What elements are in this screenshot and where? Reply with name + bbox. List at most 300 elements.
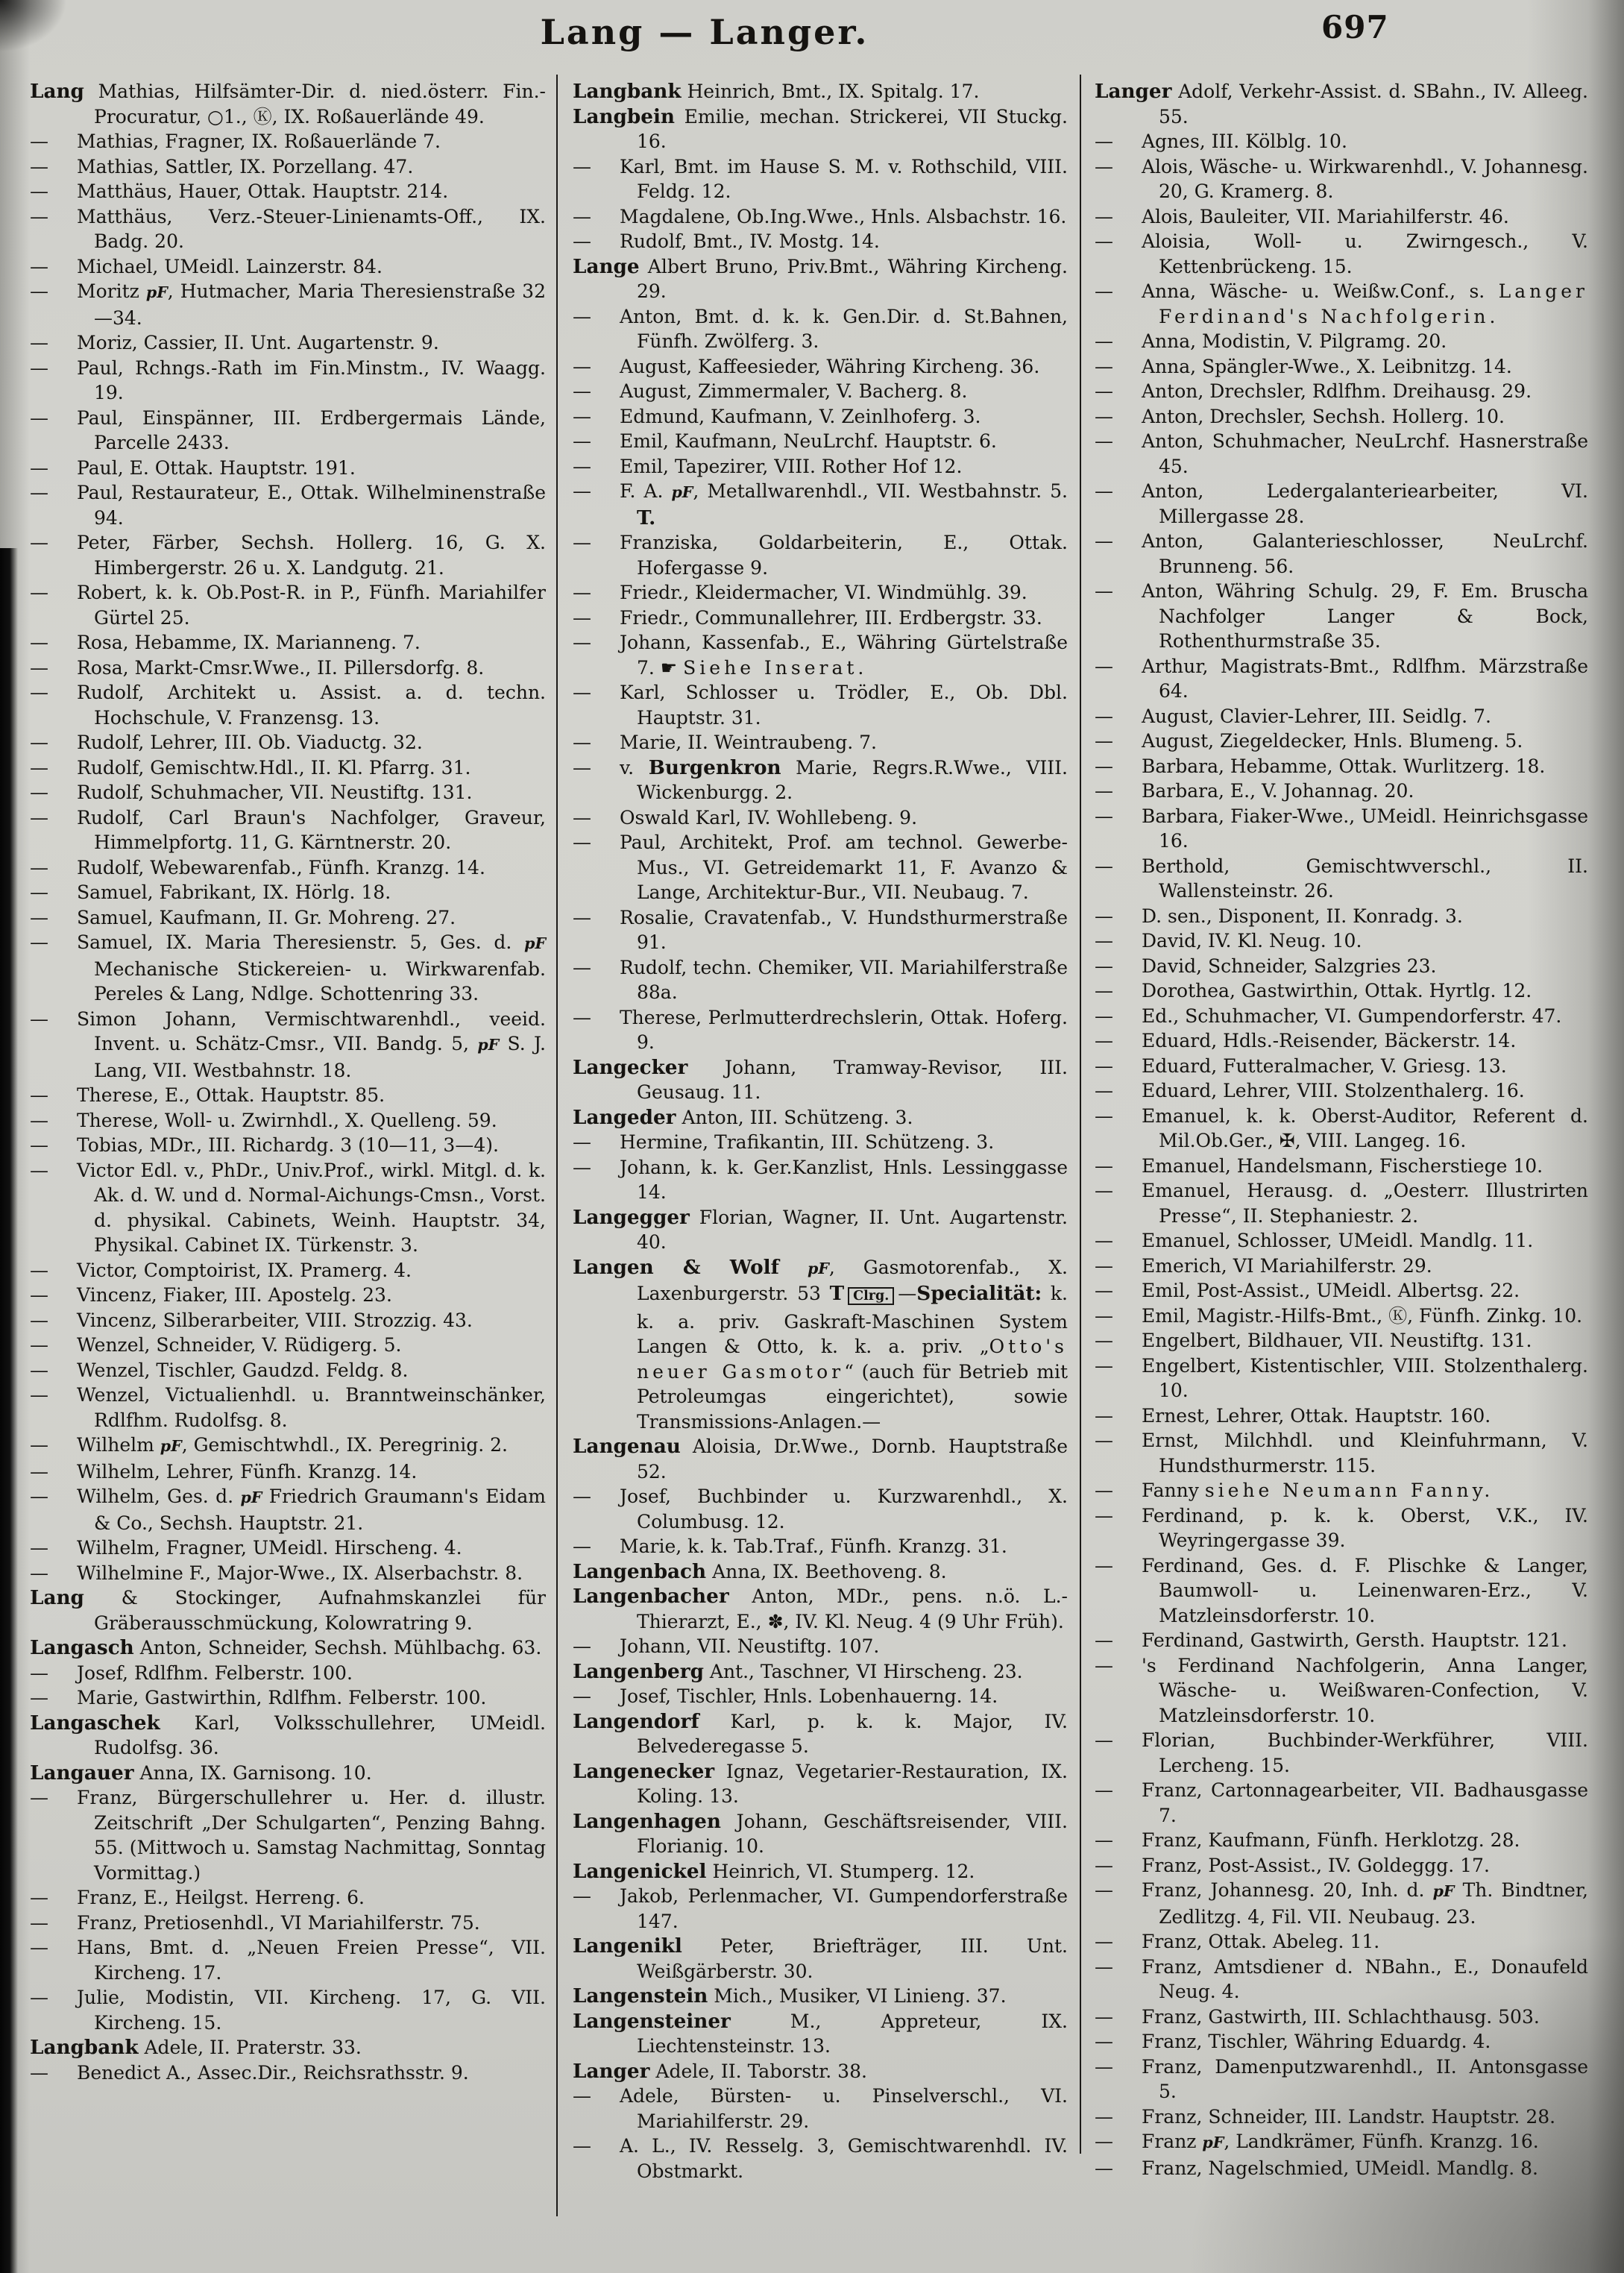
- entry-text: Franz, Amtsdiener d. NBahn., E., Donaufeld Neug. 4.: [1142, 1955, 1588, 2002]
- entry-text: Moriz, Cassier, II. Unt. Augartenstr. 9.: [77, 332, 439, 353]
- entry-text: Josef, Rdlfhm. Felberstr. 100.: [77, 1661, 353, 1684]
- directory-entry: [30, 730, 546, 755]
- directory-entry: [1095, 204, 1588, 230]
- entry-text: Rudolf, techn. Chemiker, VII. Mariahilferstraße 88a.: [620, 956, 1068, 1003]
- repeat-dash: —: [1095, 2131, 1113, 2152]
- directory-entry: [573, 104, 1068, 154]
- repeat-dash: —: [573, 2135, 591, 2157]
- directory-entry: [573, 1684, 1068, 1709]
- repeat-dash: —: [30, 1384, 48, 1406]
- directory-entry: [30, 1711, 546, 1761]
- repeat-dash: —: [30, 1987, 48, 2008]
- directory-entry: [30, 1484, 546, 1535]
- entry-text: Mathias, Hilfsämter-Dir. d. nied.österr. Fin.-Procuratur, ○1., Ⓚ, IX. Roßauerlände 49.: [84, 81, 546, 128]
- directory-entry: [1095, 978, 1588, 1004]
- directory-entry: [573, 1809, 1068, 1859]
- entry-headword: Lange: [573, 254, 640, 278]
- entry-text: Samuel, Kaufmann, II. Gr. Mohreng. 27.: [77, 906, 456, 928]
- directory-entry: [30, 406, 546, 456]
- entry-headword: Langen & Wolf: [573, 1255, 779, 1279]
- repeat-dash: —: [1095, 2105, 1113, 2128]
- entry-text: Johann, VII. Neustiftg. 107.: [620, 1635, 880, 1657]
- directory-entry: [30, 530, 546, 580]
- entry-text: k. k. a. priv. Gaskraft-Maschinen System Langen & Otto, k. k. a. priv. „: [637, 1283, 1068, 1357]
- entry-text: Friedr., Kleidermacher, VI. Windmühlg. 39.: [620, 582, 1027, 603]
- directory-entry: [573, 1584, 1068, 1634]
- entry-text: Dorothea, Gastwirthin, Ottak. Hyrtlg. 12.: [1142, 980, 1532, 1002]
- directory-entry: [573, 304, 1068, 354]
- repeat-dash: —: [573, 906, 591, 928]
- repeat-dash: —: [1095, 530, 1113, 552]
- repeat-dash: —: [1095, 1030, 1113, 1051]
- entry-text: Anna, Spängler-Wwe., X. Leibnitzg. 14.: [1142, 355, 1512, 377]
- directory-entry: [573, 154, 1068, 204]
- entry-text: Heinrich, Bmt., IX. Spitalg. 17.: [681, 81, 980, 102]
- repeat-dash: —: [1095, 955, 1113, 977]
- directory-entry: [573, 606, 1068, 631]
- directory-entry: [573, 530, 1068, 580]
- entry-text: Simon Johann, Vermischtwarenhdl., veeid. Invent. u. Schätz-Cmsr., VII. Bandg. 5,: [77, 1007, 546, 1054]
- entry-text: Wilhelm, Lehrer, Fünfh. Kranzg. 14.: [77, 1460, 418, 1483]
- directory-entry: [1095, 2129, 1588, 2156]
- entry-headword: Specialität:: [916, 1282, 1042, 1305]
- entry-text: Franz, Tischler, Währing Eduardg. 4.: [1142, 2031, 1491, 2052]
- entry-text: & Stockinger, Aufnahmskanzlei für Gräberausschmückung, Kolowratring 9.: [84, 1587, 546, 1634]
- directory-entry: [30, 356, 546, 406]
- directory-entry: [30, 1535, 546, 1561]
- directory-entry: [30, 880, 546, 905]
- entry-text: Emanuel, Schlosser, UMeidl. Mandlg. 11.: [1142, 1230, 1534, 1251]
- entry-text: D. sen., Disponent, II. Konradg. 3.: [1142, 905, 1463, 927]
- directory-entry: [1095, 1428, 1588, 1478]
- repeat-dash: —: [30, 255, 48, 277]
- entry-text: Emanuel, Herausg. d. „Oesterr. Illustrirten Presse“, II. Stephaniestr. 2.: [1142, 1180, 1588, 1227]
- directory-entry: [1095, 154, 1588, 204]
- book-binding-shadow: [0, 548, 18, 2273]
- repeat-dash: —: [1095, 131, 1113, 152]
- directory-entry: [1095, 1878, 1588, 1929]
- repeat-dash: —: [1095, 1729, 1113, 1751]
- repeat-dash: —: [1095, 1330, 1113, 1351]
- entry-text: Friedr., Communallehrer, III. Erdbergstr. 33.: [620, 606, 1042, 629]
- entry-headword: Langenhagen: [573, 1809, 721, 1833]
- repeat-dash: —: [30, 482, 48, 503]
- repeat-dash: —: [30, 756, 48, 779]
- repeat-dash: —: [1095, 1504, 1113, 1527]
- entry-text: Rudolf, Lehrer, III. Ob. Viaductg. 32.: [77, 732, 423, 753]
- entry-text: Wilhelm, Fragner, UMeidl. Hirscheng. 4.: [77, 1537, 462, 1559]
- entry-headword: Langenbacher: [573, 1585, 729, 1608]
- entry-text: Anton, Drechsler, Rdlfhm. Dreihausg. 29.: [1142, 380, 1532, 402]
- repeat-dash: —: [30, 1309, 48, 1331]
- directory-entry: [30, 330, 546, 356]
- directory-entry: [573, 955, 1068, 1005]
- directory-entry: [1095, 79, 1588, 129]
- repeat-dash: —: [573, 1156, 591, 1178]
- repeat-dash: —: [1095, 805, 1113, 827]
- repeat-dash: —: [1095, 280, 1113, 302]
- directory-entry: [573, 1634, 1068, 1659]
- directory-entry: [1095, 1403, 1588, 1429]
- registered-firm-mark: pF: [240, 1488, 262, 1506]
- entry-headword: Langaschek: [30, 1711, 160, 1735]
- repeat-dash: —: [30, 1434, 48, 1456]
- entry-text: Emerich, VI Mariahilferstr. 29.: [1142, 1254, 1432, 1277]
- entry-text: August, Zimmermaler, V. Bacherg. 8.: [620, 380, 968, 402]
- entry-text: Barbara, Fiaker-Wwe., UMeidl. Heinrichsgasse 16.: [1142, 805, 1588, 852]
- repeat-dash: —: [573, 632, 591, 653]
- repeat-dash: —: [1095, 480, 1113, 502]
- entry-headword: Langer: [1095, 80, 1172, 103]
- directory-column-3: [1095, 79, 1588, 2181]
- directory-entry: [1095, 1778, 1588, 1828]
- entry-headword: Langendorf: [573, 1709, 699, 1733]
- entry-text: Albert Bruno, Priv.Bmt., Währing Kircheng. 29.: [637, 255, 1068, 302]
- entry-text: v.: [620, 756, 649, 779]
- entry-text: Adele, Bürsten- u. Pinselverschl., VI. Mariahilferstr. 29.: [620, 2085, 1068, 2132]
- directory-entry: [1095, 928, 1588, 954]
- repeat-dash: —: [30, 356, 48, 379]
- entry-text: Tobias, MDr., III. Richardg. 3 (10—11, 3—4).: [77, 1134, 499, 1156]
- repeat-dash: —: [1095, 2157, 1113, 2179]
- repeat-dash: —: [1095, 1054, 1113, 1077]
- directory-entry: [1095, 1828, 1588, 1853]
- repeat-dash: —: [573, 1685, 591, 1707]
- directory-entry: [1095, 329, 1588, 354]
- directory-entry: [1095, 579, 1588, 654]
- repeat-dash: —: [1095, 1554, 1113, 1576]
- repeat-dash: —: [30, 1937, 48, 1958]
- entry-text: Franz, Damenputzwarenhdl., II. Antonsgasse 5.: [1142, 2055, 1588, 2102]
- entry-text: Karl, Schlosser u. Trödler, E., Ob. Dbl. Hauptstr. 31.: [620, 682, 1068, 729]
- directory-entry: [573, 454, 1068, 480]
- entry-headword: Langenikl: [573, 1934, 682, 1958]
- directory-entry: [1095, 2156, 1588, 2181]
- entry-text: Ignaz, Vegetarier-Restauration, IX. Koling. 13.: [637, 1760, 1068, 1807]
- entry-text: Ferdinand, Ges. d. F. Plischke & Langer, Baumwoll- u. Leinenwaren-Erz., V. Matzleinsdorferstr. 10.: [1142, 1554, 1588, 1626]
- directory-entry: [30, 2035, 546, 2060]
- entry-text: Rosa, Hebamme, IX. Marianneng. 7.: [77, 632, 421, 653]
- letterspaced-text: Siehe Inserat.: [683, 656, 868, 679]
- registered-firm-mark: pF: [671, 483, 693, 501]
- entry-text: Michael, UMeidl. Lainzerstr. 84.: [77, 255, 383, 277]
- directory-entry: [30, 680, 546, 730]
- directory-entry: [30, 1761, 546, 1786]
- repeat-dash: —: [573, 1535, 591, 1557]
- directory-entry: [573, 254, 1068, 304]
- repeat-dash: —: [30, 1007, 48, 1030]
- repeat-dash: —: [573, 455, 591, 477]
- repeat-dash: —: [30, 1486, 48, 1507]
- repeat-dash: —: [1095, 705, 1113, 727]
- directory-entry: [573, 1005, 1068, 1055]
- registered-firm-mark: pF: [477, 1036, 500, 1054]
- directory-entry: [30, 204, 546, 254]
- directory-entry: [30, 1433, 546, 1459]
- directory-entry: [30, 2060, 546, 2086]
- entry-text: Emanuel, Handelsmann, Fischerstiege 10.: [1142, 1154, 1543, 1177]
- repeat-dash: —: [1095, 1629, 1113, 1651]
- entry-text: Rosa, Markt-Cmsr.Wwe., II. Pillersdorfg. 8.: [77, 656, 485, 679]
- entry-text: Anton, Drechsler, Sechsh. Hollerg. 10.: [1142, 405, 1505, 427]
- repeat-dash: —: [573, 155, 591, 177]
- entry-text: 's Ferdinand Nachfolgerin, Anna Langer, Wäsche- u. Weißwaren-Confection, V. Matzleinsdorferstr. 10.: [1142, 1654, 1588, 1726]
- entry-text: Florian, Wagner, II. Unt. Augartenstr. 40.: [637, 1206, 1068, 1253]
- directory-entry: [573, 2059, 1068, 2084]
- entry-headword: Lang: [30, 1586, 84, 1609]
- directory-entry: [1095, 279, 1588, 329]
- directory-entry: [573, 229, 1068, 254]
- directory-entry: [1095, 1478, 1588, 1503]
- directory-entry: [1095, 1628, 1588, 1653]
- entry-text: Friedrich Graumann's Eidam & Co., Sechsh. Hauptstr. 21.: [94, 1486, 546, 1534]
- telephone-exchange-box: Clrg.: [848, 1287, 894, 1305]
- repeat-dash: —: [1095, 580, 1113, 602]
- directory-entry: [1095, 1054, 1588, 1079]
- entry-text: , Gasmotorenfab., X. Laxenburgerstr. 53: [637, 1256, 1068, 1304]
- repeat-dash: —: [573, 532, 591, 553]
- entry-headword: Langensteiner: [573, 2009, 731, 2033]
- entry-text: Franz, Kaufmann, Fünfh. Herklotzg. 28.: [1142, 1829, 1520, 1851]
- directory-entry: [30, 1635, 546, 1661]
- entry-text: Emilie, mechan. Strickerei, VII Stuckg. 16.: [637, 105, 1068, 152]
- scan-corner-smudge: [0, 0, 67, 52]
- entry-text: Franz, Post-Assist., IV. Goldeggg. 17.: [1142, 1854, 1490, 1876]
- entry-text: Magdalene, Ob.Ing.Wwe., Hnls. Alsbachstr. 16.: [620, 205, 1067, 227]
- entry-text: F. A.: [620, 480, 672, 502]
- entry-text: , Gemischtwhdl., IX. Peregrinig. 2.: [181, 1434, 508, 1456]
- entry-text: Hans, Bmt. d. „Neuen Freien Presse“, VII. Kircheng. 17.: [77, 1937, 546, 1984]
- entry-text: Victor, Comptoirist, IX. Pramerg. 4.: [77, 1259, 412, 1281]
- directory-entry: [573, 905, 1068, 955]
- repeat-dash: —: [30, 1460, 48, 1483]
- directory-entry: [30, 1885, 546, 1911]
- entry-text: Ferdinand, Gastwirth, Gersth. Hauptstr. 121.: [1142, 1629, 1567, 1651]
- directory-entry: [30, 905, 546, 931]
- repeat-dash: —: [30, 1562, 48, 1584]
- entry-headword: T.: [637, 506, 656, 529]
- repeat-dash: —: [30, 1911, 48, 1934]
- entry-headword: Langenstein: [573, 1984, 708, 2008]
- entry-text: Benedict A., Assec.Dir., Reichsrathsstr. 9.: [77, 2061, 469, 2084]
- entry-text: M., Appreteur, IX. Liechtensteinstr. 13.: [637, 2010, 1068, 2057]
- entry-text: Barbara, Hebamme, Ottak. Wurlitzerg. 18.: [1142, 755, 1546, 777]
- directory-entry: [573, 2009, 1068, 2059]
- repeat-dash: —: [30, 1687, 48, 1708]
- entry-text: Fanny: [1142, 1480, 1205, 1501]
- entry-text: Emil, Tapezirer, VIII. Rother Hof 12.: [620, 455, 963, 477]
- directory-entry: [573, 1155, 1068, 1205]
- repeat-dash: —: [573, 1635, 591, 1657]
- directory-column-1: [30, 79, 546, 2085]
- directory-entry: [30, 480, 546, 530]
- directory-entry: [1095, 1178, 1588, 1228]
- entry-text: Anton, Schneider, Sechsh. Mühlbachg. 63.: [133, 1637, 542, 1659]
- repeat-dash: —: [1095, 1154, 1113, 1177]
- directory-entry: [30, 755, 546, 781]
- directory-entry: [30, 1911, 546, 1936]
- entry-text: August, Kaffeesieder, Währing Kircheng. 36.: [620, 355, 1040, 377]
- directory-entry: [30, 254, 546, 280]
- directory-entry: [573, 404, 1068, 430]
- directory-entry: [573, 1434, 1068, 1484]
- entry-text: Mathias, Sattler, IX. Porzellang. 47.: [77, 155, 414, 177]
- entry-text: Arthur, Magistrats-Bmt., Rdlfhm. Märzstraße 64.: [1142, 655, 1588, 702]
- entry-text: Aloisia, Dr.Wwe., Dornb. Hauptstraße 52.: [637, 1436, 1068, 1483]
- repeat-dash: —: [30, 1159, 48, 1181]
- entry-text: Wilhelmine F., Major-Wwe., IX. Alserbachstr. 8.: [77, 1562, 523, 1584]
- repeat-dash: —: [30, 906, 48, 928]
- repeat-dash: —: [573, 1885, 591, 1907]
- directory-entry: [30, 1561, 546, 1586]
- entry-text: Peter, Färber, Sechsh. Hollerg. 16, G. X. Himbergerstr. 26 u. X. Landgutg. 21.: [77, 532, 546, 579]
- directory-entry: [573, 805, 1068, 831]
- entry-text: Wenzel, Victualienhdl. u. Branntweinschänker, Rdlfhm. Rudolfsg. 8.: [77, 1384, 546, 1431]
- repeat-dash: —: [1095, 905, 1113, 927]
- entry-text: Anton, III. Schützeng. 3.: [676, 1106, 913, 1128]
- directory-entry: [573, 379, 1068, 404]
- entry-text: —: [898, 1283, 917, 1304]
- entry-text: Victor Edl. v., PhDr., Univ.Prof., wirkl. Mitgl. d. k. Ak. d. W. und d. Normal-Aichungs-Cmsn., Vorst. d. physikal. Cabinets, Weinh. Hauptstr. 34, Physikal. Cabinet IX. Türkenstr. 3.: [77, 1159, 546, 1256]
- entry-text: Anton, MDr., pens. n.ö. L.-Thierarzt, E., ✽, IV. Kl. Neug. 4 (9 Uhr Früh).: [637, 1585, 1068, 1632]
- entry-text: Anna, Wäsche- u. Weißw.Conf., s.: [1142, 280, 1499, 302]
- entry-text: Wenzel, Tischler, Gaudzd. Feldg. 8.: [77, 1359, 409, 1381]
- repeat-dash: —: [1095, 855, 1113, 877]
- entry-text: Anton, Ledergalanteriearbeiter, VI. Millergasse 28.: [1142, 480, 1588, 527]
- directory-entry: [1095, 704, 1588, 729]
- directory-entry: [30, 1459, 546, 1485]
- directory-entry: [1095, 1328, 1588, 1354]
- repeat-dash: —: [30, 406, 48, 429]
- entry-headword: T: [829, 1282, 845, 1305]
- directory-entry: [30, 1935, 546, 1985]
- directory-entry: [573, 1934, 1068, 1984]
- entry-headword: Langenbach: [573, 1559, 707, 1583]
- repeat-dash: —: [573, 831, 591, 853]
- repeat-dash: —: [573, 682, 591, 703]
- entry-text: S. J. Lang, VII. Westbahnstr. 18.: [94, 1033, 547, 1081]
- entry-text: Jakob, Perlenmacher, VI. Gumpendorferstraße 147.: [620, 1885, 1068, 1932]
- entry-text: , Metallwarenhdl., VII. Westbahnstr. 5.: [693, 480, 1068, 502]
- entry-text: David, IV. Kl. Neug. 10.: [1142, 930, 1362, 952]
- directory-entry: [1095, 1503, 1588, 1553]
- entry-text: Berthold, Gemischtwverschl., II. Wallensteinstr. 26.: [1142, 855, 1588, 902]
- repeat-dash: —: [573, 606, 591, 629]
- directory-entry: [573, 1659, 1068, 1685]
- repeat-dash: —: [1095, 655, 1113, 677]
- repeat-dash: —: [573, 582, 591, 603]
- entry-text: Karl, Bmt. im Hause S. M. v. Rothschild, VIII. Feldg. 12.: [620, 155, 1068, 202]
- repeat-dash: —: [30, 1887, 48, 1908]
- entry-text: Josef, Tischler, Hnls. Lobenhauerng. 14.: [620, 1685, 998, 1707]
- entry-text: Mich., Musiker, VI Linieng. 37.: [708, 1985, 1007, 2007]
- directory-entry: [30, 1283, 546, 1308]
- entry-text: Rudolf, Webewarenfab., Fünfh. Kranzg. 14.: [77, 856, 485, 878]
- directory-entry: [1095, 2029, 1588, 2054]
- directory-entry: [573, 479, 1068, 530]
- registered-firm-mark: pF: [1202, 2134, 1224, 2151]
- directory-entry: [1095, 904, 1588, 929]
- directory-entry: [1095, 1929, 1588, 1955]
- repeat-dash: —: [1095, 1230, 1113, 1251]
- entry-text: Robert, k. k. Ob.Post-R. in P., Fünfh. Mariahilfer Gürtel 25.: [77, 582, 546, 629]
- directory-entry: [1095, 429, 1588, 479]
- entry-headword: Langecker: [573, 1055, 688, 1079]
- repeat-dash: —: [30, 1284, 48, 1306]
- entry-text: Adolf, Verkehr-Assist. d. SBahn., IV. Alleeg. 55.: [1159, 81, 1588, 128]
- entry-headword: Lang: [30, 80, 84, 103]
- entry-text: Ed., Schuhmacher, VI. Gumpendorferstr. 47.: [1142, 1005, 1562, 1027]
- directory-entry: [30, 630, 546, 656]
- repeat-dash: —: [1095, 205, 1113, 227]
- entry-headword: Langasch: [30, 1636, 134, 1659]
- directory-entry: [1095, 754, 1588, 779]
- repeat-dash: —: [1095, 755, 1113, 777]
- entry-text: Engelbert, Bildhauer, VII. Neustiftg. 131.: [1142, 1330, 1532, 1351]
- directory-entry: [30, 1358, 546, 1383]
- directory-entry: [30, 1585, 546, 1635]
- repeat-dash: —: [573, 205, 591, 227]
- entry-text: Julie, Modistin, VII. Kircheng. 17, G. VII. Kircheng. 15.: [77, 1987, 546, 2034]
- column-divider-1: [556, 75, 558, 2216]
- directory-entry: [1095, 2054, 1588, 2104]
- entry-text: Engelbert, Kistentischler, VIII. Stolzenthalerg. 10.: [1142, 1354, 1588, 1401]
- directory-entry: [1095, 1104, 1588, 1154]
- repeat-dash: —: [573, 756, 591, 779]
- repeat-dash: —: [1095, 1080, 1113, 1101]
- directory-entry: [573, 1534, 1068, 1559]
- entry-text: Paul, Einspänner, III. Erdbergermais Lände, Parcelle 2433.: [77, 406, 546, 453]
- repeat-dash: —: [573, 1131, 591, 1153]
- repeat-dash: —: [1095, 1354, 1113, 1377]
- entry-text: Marie, k. k. Tab.Traf., Fünfh. Kranzg. 31.: [620, 1535, 1007, 1557]
- repeat-dash: —: [1095, 155, 1113, 177]
- directory-entry: [573, 630, 1068, 680]
- repeat-dash: —: [30, 782, 48, 803]
- repeat-dash: —: [1095, 1955, 1113, 1978]
- entry-text: Rudolf, Gemischtw.Hdl., II. Kl. Pfarrg. 31.: [77, 756, 471, 779]
- directory-entry: [1095, 779, 1588, 804]
- directory-entry: [30, 1007, 546, 1084]
- repeat-dash: —: [30, 180, 48, 202]
- repeat-dash: —: [30, 1787, 48, 1808]
- directory-entry: [573, 2084, 1068, 2134]
- repeat-dash: —: [30, 2061, 48, 2084]
- entry-headword: Langenickel: [573, 1859, 707, 1883]
- entry-text: Franz, Bürgerschullehrer u. Her. d. illustr. Zeitschrift „Der Schulgarten“, Penzing Bahng. 55. (Mittwoch u. Samstag Nachmittag, Sonntag Vormittag.): [77, 1787, 546, 1884]
- entry-text: Anton, Bmt. d. k. k. Gen.Dir. d. St.Bahnen, Fünfh. Zwölferg. 3.: [620, 305, 1068, 352]
- directory-entry: [573, 1484, 1068, 1534]
- entry-text: Anton, Schuhmacher, NeuLrchf. Hasnerstraße 45.: [1142, 430, 1588, 477]
- directory-entry: [573, 1105, 1068, 1131]
- entry-headword: Langeder: [573, 1105, 676, 1129]
- repeat-dash: —: [1095, 1254, 1113, 1277]
- entry-text: Vincenz, Silberarbeiter, VIII. Strozzig. 43.: [77, 1309, 473, 1331]
- directory-entry: [30, 780, 546, 805]
- directory-entry: [30, 1133, 546, 1158]
- entry-text: Ant., Taschner, VI Hirscheng. 23.: [703, 1660, 1023, 1682]
- repeat-dash: —: [30, 532, 48, 553]
- directory-entry: [1095, 1028, 1588, 1054]
- entry-text: Therese, E., Ottak. Hauptstr. 85.: [77, 1084, 385, 1106]
- repeat-dash: —: [1095, 1005, 1113, 1027]
- entry-text: Hermine, Trafikantin, III. Schützeng. 3.: [620, 1131, 995, 1153]
- entry-text: Therese, Woll- u. Zwirnhdl., X. Quelleng. 59.: [77, 1109, 497, 1131]
- entry-text: , Landkrämer, Fünfh. Kranzg. 16.: [1224, 2131, 1539, 2152]
- directory-entry: [30, 79, 546, 129]
- repeat-dash: —: [30, 856, 48, 878]
- directory-entry: [30, 1383, 546, 1433]
